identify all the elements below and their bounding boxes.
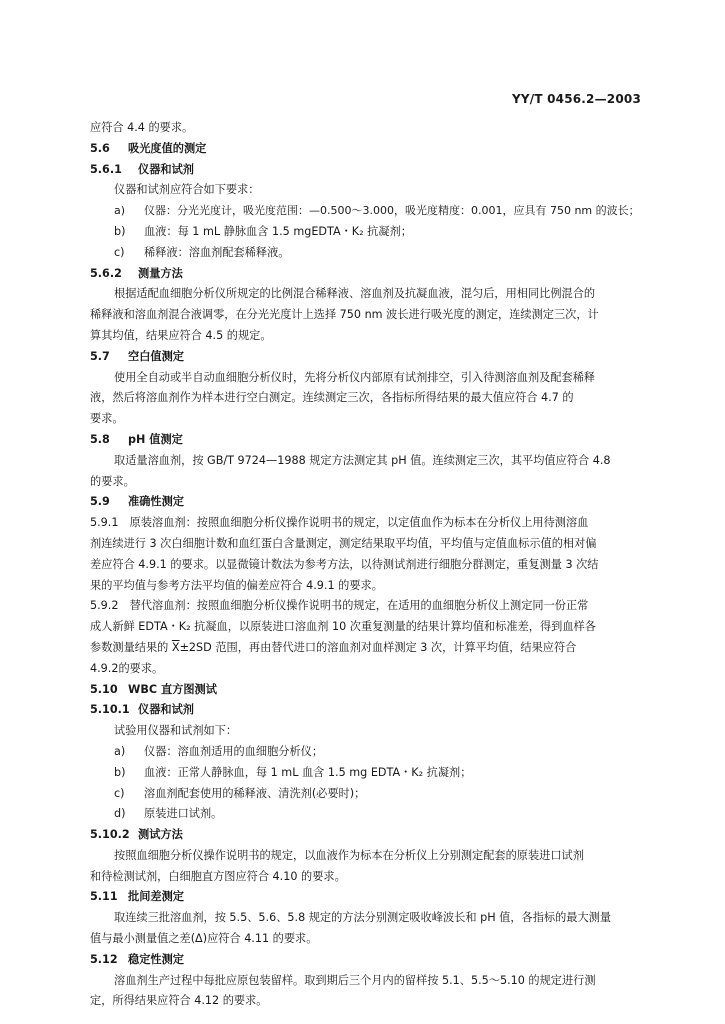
section-heading-5-11: 5.11 批间差测定 <box>90 890 184 904</box>
section-heading-5-8: 5.8 pH 值测定 <box>90 432 183 446</box>
section-heading-5-9: 5.9 准确性测定 <box>90 495 184 509</box>
paragraph-line: 算其均值，结果应符合 4.5 的规定。 <box>90 328 272 342</box>
paragraph-line: 取连续三批溶血剂，按 5.5、5.6、5.8 规定的方法分别测定吸收峰波长和 pH 值，各指标的最大测量 <box>114 911 612 925</box>
section-heading-5-6: 5.6 吸光度值的测定 <box>90 141 207 155</box>
paragraph-line: 成人新鲜 EDTA・K₂ 抗凝血，以原装进口溶血剂 10 次重复测量的结果计算均值和标准差，得到血样各 <box>90 620 596 634</box>
paragraph-line: 5.9.2 替代溶血剂：按照血细胞分析仪操作说明书的规定，在适用的血细胞分析仪上测定同一份正常 <box>90 599 589 613</box>
document-body <box>90 118 642 1012</box>
paragraph-line: 按照血细胞分析仪操作说明书的规定，以血液作为标本在分析仪上分别测定配套的原装进口试剂 <box>114 848 584 862</box>
section-heading-5-6-1: 5.6.1 仪器和试剂 <box>90 162 194 176</box>
list-item: b) 血液：每 1 mL 静脉血含 1.5 mgEDTA・K₂ 抗凝剂； <box>114 224 412 238</box>
paragraph-line: 溶血剂生产过程中每批应原包装留样。取到期后三个月内的留样按 5.1、5.5～5.10 的规定进行测 <box>114 973 596 987</box>
paragraph-line: 5.9.1 原装溶血剂：按照血细胞分析仪操作说明书的规定，以定值血作为标本在分析仪上用待测溶血 <box>90 516 589 530</box>
paragraph-line: 根据适配血细胞分析仪所规定的比例混合稀释液、溶血剂及抗凝血液，混匀后，用相同比例混合的 <box>114 287 596 301</box>
paragraph-line: 试验用仪器和试剂如下： <box>114 724 238 738</box>
paragraph-line: 稀释液和溶血剂混合液调零，在分光光度计上选择 750 nm 波长进行吸光度的测定，连续测定三次，计 <box>90 308 599 322</box>
section-heading-5-12: 5.12 稳定性测定 <box>90 952 184 966</box>
list-item: b) 血液：正常人静脉血，每 1 mL 血含 1.5 mg EDTA・K₂ 抗凝剂； <box>114 765 472 779</box>
paragraph-line: 和待检测试剂，白细胞直方图应符合 4.10 的要求。 <box>90 869 346 883</box>
section-heading-5-10-2: 5.10.2 测试方法 <box>90 828 183 842</box>
paragraph-line: 剂连续进行 3 次白细胞计数和血红蛋白含量测定，测定结果取平均值，平均值与定值血标示值的相对偏 <box>90 536 597 550</box>
section-heading-5-6-2: 5.6.2 测量方法 <box>90 266 183 280</box>
list-item: d) 原装进口试剂。 <box>114 807 223 821</box>
paragraph-line: 参数测量结果的 $\overline{X}\pm 2SD$ 范围，再由替代进口的溶血剂对血样测定 3 次，计算平均值，结果应符合 <box>90 640 577 654</box>
list-item: a) 仪器：分光光度计，吸光度范围：—0.500～3.000，吸光度精度：0.001，应具有 750 nm 的波长； <box>114 204 640 218</box>
paragraph-line: 值与最小测量值之差(Δ)应符合 4.11 的要求。 <box>90 932 318 946</box>
paragraph-line: 4.9.2的要求。 <box>90 661 164 675</box>
paragraph-line: 液，然后将溶血剂作为样本进行空白测定。连续测定三次，各指标所得结果的最大值应符合 4.7 的 <box>90 391 574 405</box>
paragraph-line: 定，所得结果应符合 4.12 的要求。 <box>90 994 268 1008</box>
list-item: c) 稀释液：溶血剂配套稀释液。 <box>114 245 290 259</box>
paragraph-line: 仪器和试剂应符合如下要求： <box>114 183 260 197</box>
paragraph-line: 应符合 4.4 的要求。 <box>90 121 194 134</box>
paragraph-line: 要求。 <box>90 412 124 426</box>
list-item: c) 溶血剂配套使用的稀释液、清洗剂(必要时)； <box>114 786 366 800</box>
standard-code: YY/T 0456.2—2003 <box>511 92 641 106</box>
section-heading-5-10: 5.10 WBC 直方图测试 <box>90 682 217 696</box>
paragraph-line: 使用全自动或半自动血细胞分析仪时，先将分析仪内部原有试剂排空，引入待测溶血剂及配套稀释 <box>114 370 596 384</box>
section-heading-5-10-1: 5.10.1 仪器和试剂 <box>90 703 194 717</box>
paragraph-line: 取适量溶血剂，按 GB/T 9724—1988 规定方法测定其 pH 值。连续测定三次，其平均值应符合 4.8 <box>114 453 611 467</box>
paragraph-line: 的要求。 <box>90 474 135 488</box>
mean-symbol: $\overline{X}$ <box>171 640 180 654</box>
section-heading-5-7: 5.7 空白值测定 <box>90 349 184 363</box>
list-item: a) 仪器：溶血剂适用的血细胞分析仪； <box>114 744 324 758</box>
paragraph-line: 差应符合 4.9.1 的要求。以显微镜计数法为参考方法，以待测试剂进行细胞分群测定，重复测量 3 次结 <box>90 557 599 571</box>
paragraph-line: 果的平均值与参考方法平均值的偏差应符合 4.9.1 的要求。 <box>90 578 383 592</box>
